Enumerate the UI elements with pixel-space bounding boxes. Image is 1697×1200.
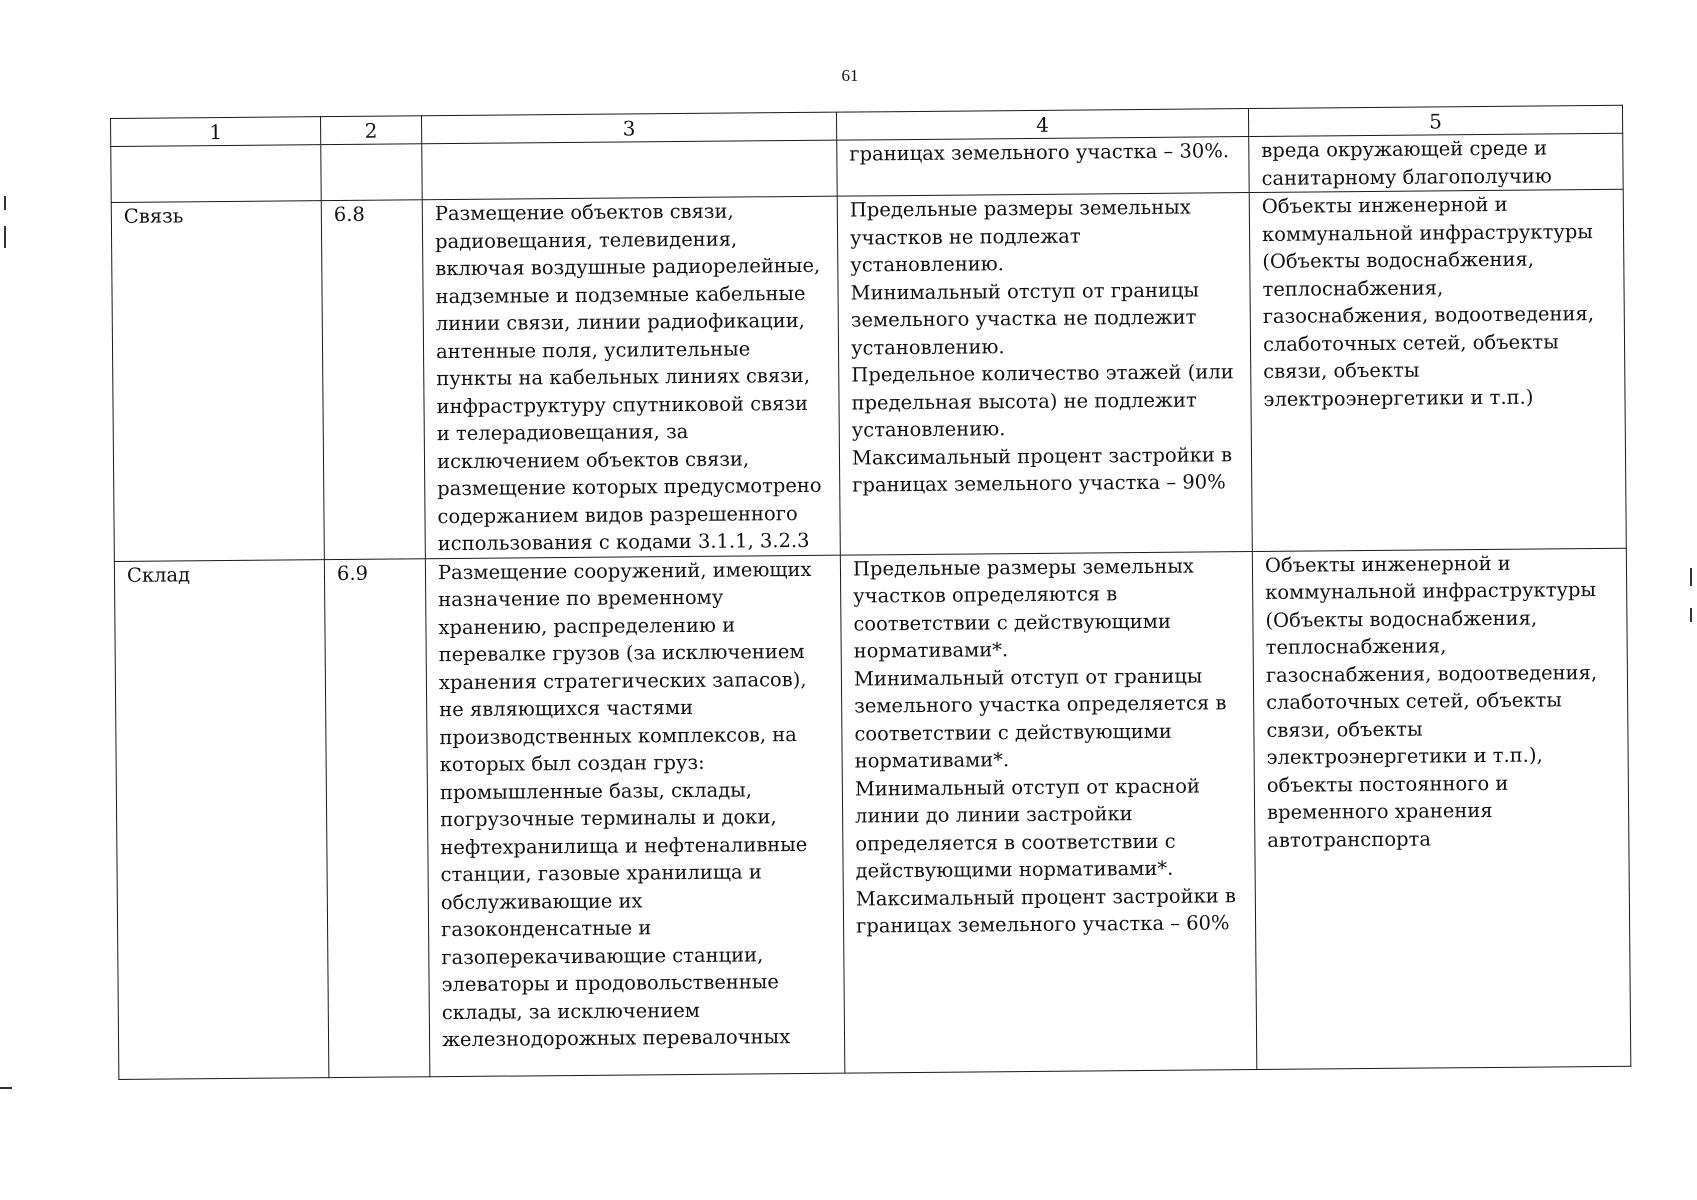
land-use-parameters — [837, 193, 1252, 555]
land-use-code: 6.9 — [324, 558, 430, 1077]
column-number: 2 — [320, 116, 421, 145]
land-use-code: 6.8 — [321, 200, 425, 559]
zoning-table — [110, 105, 1631, 1080]
scan-edge-mark — [1690, 568, 1692, 586]
land-use-name — [111, 145, 321, 203]
scan-edge-mark — [4, 196, 6, 210]
column-number: 1 — [111, 117, 321, 147]
land-use-restrictions: Объекты инженерной и коммунальной инфраструктуры (Объекты водоснабжения, теплоснабжения, газоснабжения, водоотведения, слаботочных сетей, объекты связи, объекты электроэнергетики и т.п.) — [1249, 189, 1626, 551]
table-row — [111, 189, 1626, 561]
table-row — [114, 548, 1630, 1080]
land-use-parameters — [840, 551, 1257, 1073]
parameter-line: Предельные размеры земельных участков определяются в соответствии с действующими нормативами*. Минимальный отступ от границы земельного участка определяется в соответствии с действующими нормативами*. Минимальный отступ от красной линии до линии застройки определяется в соответствии с действующими нормативами*. Максимальный процент застройки в границах земельного участка – 60% — [852, 554, 1236, 938]
parameter-line: Предельные размеры земельных участков не подлежат установлению. Минимальный отступ от границы земельного участка не подлежит установлению. Предельное количество этажей (или предельная высота) не подлежит установлению. Максимальный процент застройки в границах земельного участка – 90% — [849, 195, 1234, 497]
land-use-code — [321, 144, 422, 201]
land-use-description — [422, 140, 837, 200]
land-use-parameters: границах земельного участка – 30%. — [837, 137, 1249, 197]
land-use-restrictions: вреда окружающей среде и санитарному благополучию — [1249, 133, 1623, 192]
zoning-table-container — [110, 105, 1630, 1080]
land-use-name: Связь — [111, 201, 324, 561]
column-number: 5 — [1248, 105, 1622, 136]
scan-edge-mark — [0, 1087, 12, 1089]
land-use-description: Размещение объектов связи, радиовещания, телевидения, включая воздушные радиорелейные, надземные и подземные кабельные линии связи, линии радиофикации, антенные поля, усилительные пункты на кабельных линиях связи, инфраструктуру спутниковой связи и телерадиовещания, за исключением объектов связи, размещение которых предусмотрено содержанием видов разрешенного использования с кодами 3.1.1, 3.2.3 — [422, 196, 840, 558]
land-use-name: Склад — [114, 559, 329, 1079]
page-number: 61 — [841, 66, 859, 85]
land-use-description: Размещение сооружений, имеющих назначение по временному хранению, распределению и перевалке грузов (за исключением хранения стратегических запасов), не являющихся частями производственных комплексов, на которых был создан груз: промышленные базы, склады, погрузочные терминалы и доки, нефтехранилища и нефтеналивные станции, газовые хранилища и обслуживающие их газоконденсатные и газоперекачивающие станции, элеваторы и продовольственные склады, за исключением железнодорожных перевалочных — [425, 555, 845, 1077]
scan-edge-mark — [4, 226, 6, 248]
land-use-restrictions: Объекты инженерной и коммунальной инфраструктуры (Объекты водоснабжения, теплоснабжения, газоснабжения, водоотведения, слаботочных сетей, объекты связи, объекты электроэнергетики и т.п.), объекты постоянного и временного хранения автотранспорта — [1252, 548, 1631, 1070]
column-number: 4 — [836, 109, 1248, 141]
scan-edge-mark — [1690, 608, 1692, 622]
column-number: 3 — [421, 112, 836, 144]
